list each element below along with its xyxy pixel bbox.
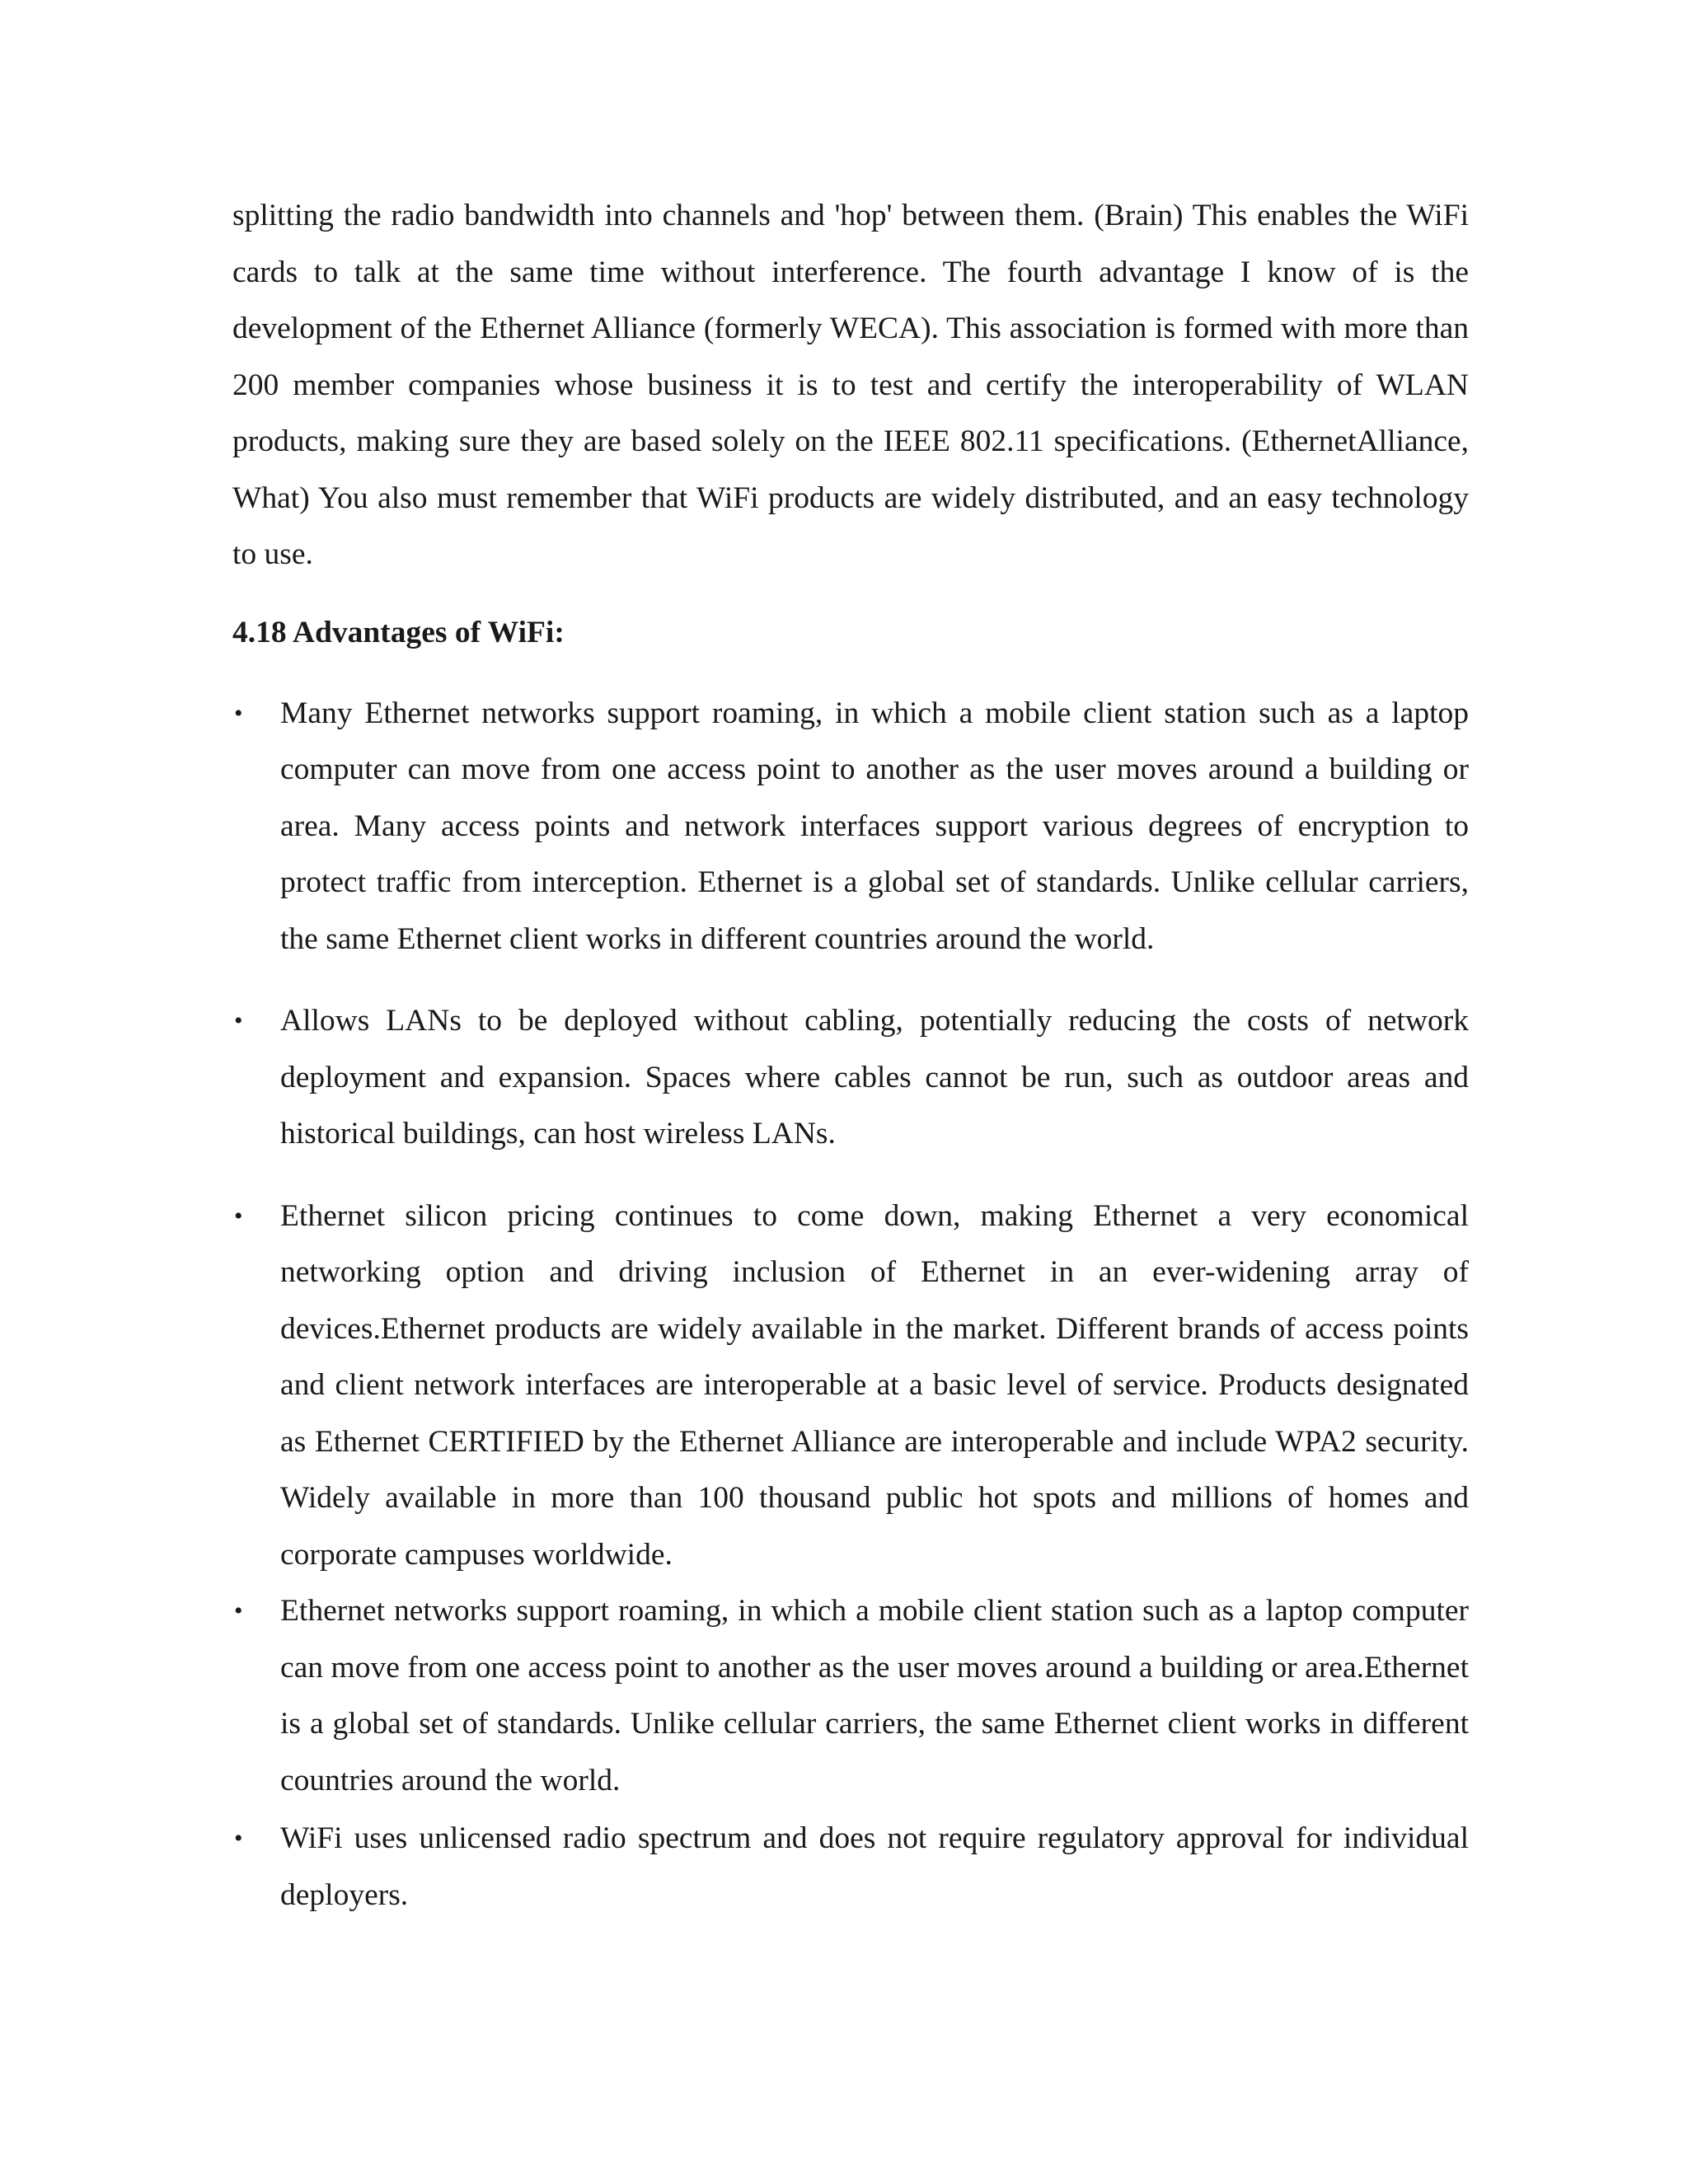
bullet-icon: • <box>234 1597 243 1624</box>
bullet-icon: • <box>234 1825 243 1852</box>
list-item-text: Allows LANs to be deployed without cabling, potentially reducing the costs of network deployment and expansion. Spaces where cables cannot be run, such as outdoor areas and historical buildings, can host wireless LANs. <box>280 1004 1469 1151</box>
list-item-text: WiFi uses unlicensed radio spectrum and does not require regulatory approval for individual deployers. <box>280 1821 1469 1912</box>
list-item-text: Ethernet silicon pricing continues to come down, making Ethernet a very economical networking option and driving inclusion of Ethernet in an ever-widening array of devices.Ethernet products are widely available in the market. Different brands of access points and client network interfaces are interoperable at a basic level of service. Products designated as Ethernet CERTIFIED by the Ethernet Alliance are interoperable and include WPA2 security. Widely available in more than 100 thousand public hot spots and millions of homes and corporate campuses worldwide. <box>280 1198 1469 1572</box>
list-item <box>232 1188 1469 1584</box>
advantages-list <box>232 686 1469 1924</box>
section-heading: 4.18 Advantages of WiFi: <box>232 615 565 649</box>
list-item <box>232 686 1469 968</box>
list-item <box>232 1811 1469 1924</box>
bullet-icon: • <box>234 1007 243 1034</box>
list-item <box>232 993 1469 1163</box>
list-item <box>232 1583 1469 1809</box>
page-content <box>232 188 1469 1924</box>
bullet-icon: • <box>234 699 243 727</box>
intro-paragraph: splitting the radio bandwidth into channels and 'hop' between them. (Brain) This enables the WiFi cards to talk at the same time without interference. The fourth advantage I know of is the development of the Ethernet Alliance (formerly WECA). This association is formed with more than 200 member companies whose business it is to test and certify the interoperability of WLAN products, making sure they are based solely on the IEEE 802.11 specifications. (EthernetAlliance, What) You also must remember that WiFi products are widely distributed, and an easy technology to use. <box>232 199 1469 571</box>
list-item-text: Many Ethernet networks support roaming, in which a mobile client station such as a laptop computer can move from one access point to another as the user moves around a building or area. Many access points and network interfaces support various degrees of encryption to protect traffic from interception. Ethernet is a global set of standards. Unlike cellular carriers, the same Ethernet client works in different countries around the world. <box>280 696 1469 956</box>
bullet-icon: • <box>234 1202 243 1230</box>
list-item-text: Ethernet networks support roaming, in which a mobile client station such as a laptop computer can move from one access point to another as the user moves around a building or area.Ethernet is a global set of standards. Unlike cellular carriers, the same Ethernet client works in different countries around the world. <box>280 1594 1469 1797</box>
